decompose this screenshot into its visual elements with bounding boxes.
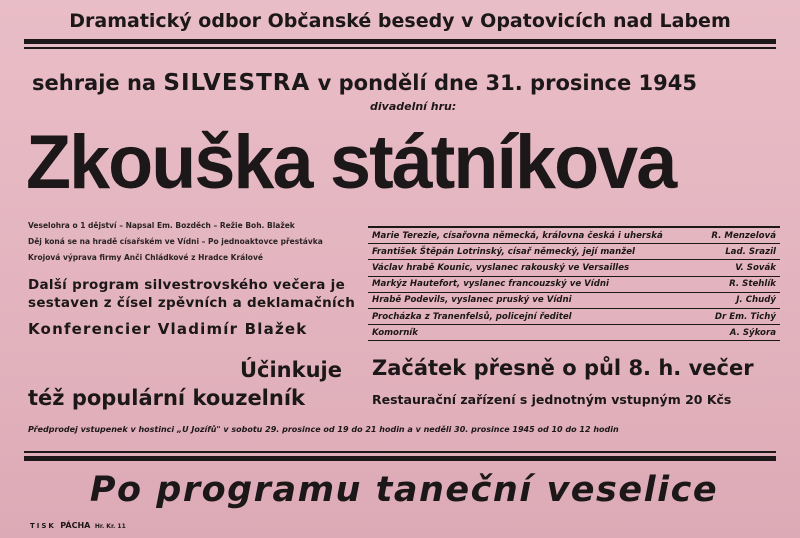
dance-announcement: Po programu taneční veselice <box>89 470 719 510</box>
cast-actor: A. Sýkora <box>729 327 776 338</box>
cast-list <box>368 226 780 341</box>
subheader-lead: sehraje na <box>32 71 157 95</box>
cast-actor: J. Chudý <box>736 295 776 306</box>
cast-actor: R. Menzelová <box>711 230 776 241</box>
top-rule-thick <box>24 39 776 44</box>
cast-actor: Lad. Srazil <box>725 246 776 257</box>
performance-date-line <box>32 70 697 96</box>
printer-name: PÁCHA <box>60 521 91 530</box>
cast-actor: R. Stehlík <box>729 279 776 290</box>
play-kind-label: divadelní hru: <box>370 100 457 113</box>
printer-place: Hr. Kr. 11 <box>94 523 126 530</box>
printer-label: TISK <box>30 522 56 530</box>
cast-role: Komorník <box>372 327 418 338</box>
cast-actor: Dr Em. Tichý <box>714 311 776 322</box>
cast-role: Procházka z Tranenfelsů, policejní ředitel <box>372 311 572 322</box>
cast-row <box>368 244 780 260</box>
bottom-rule-thin <box>24 451 776 453</box>
cast-row <box>368 260 780 276</box>
conferencier: Konferencier Vladimír Blažek <box>28 320 308 338</box>
note-costumes: Krojová výprava firmy Anči Chládkové z Hradce Králové <box>28 253 263 262</box>
bottom-rule-thick <box>24 456 776 461</box>
cast-role: Markýz Hautefort, vyslanec francouzský ve Vídni <box>372 279 609 290</box>
performs-label: Účinkuje <box>239 358 342 382</box>
ticket-presale: Předprodej vstupenek v hostinci „U Jozífů" v sobotu 29. prosince od 19 do 21 hodin a v neděli 30. prosince 1945 od 10 do 12 hodin <box>28 425 619 434</box>
subheader-event: SILVESTRA <box>163 70 311 96</box>
cast-actor: V. Sovák <box>735 262 776 273</box>
program-line-2: sestaven z čísel zpěvních a deklamačních <box>28 295 356 311</box>
cast-role: Marie Terezie, císařovna německá, královna česká i uherská <box>372 230 663 241</box>
cast-row <box>368 309 780 325</box>
top-rule-thin <box>24 47 776 49</box>
play-title: Zkouška státníkova <box>26 120 676 205</box>
start-time: Začátek přesně o půl 8. h. večer <box>372 356 754 380</box>
note-setting: Děj koná se na hradě císařském ve Vídni – Po jednoaktovce přestávka <box>28 237 323 246</box>
cast-row <box>368 228 780 244</box>
organizer-header: Dramatický odbor Občanské besedy v Opatovicích nad Labem <box>69 10 731 32</box>
program-line-1: Další program silvestrovského večera je <box>28 277 346 293</box>
cast-role: Hrabě Podevils, vyslanec pruský ve Vídni <box>372 295 572 306</box>
subheader-date: v pondělí dne 31. prosince 1945 <box>317 71 697 95</box>
printer-imprint <box>30 521 126 530</box>
cast-role: František Štěpán Lotrinský, císař německý, její manžel <box>372 246 636 257</box>
restaurant-admission: Restaurační zařízení s jednotným vstupným 20 Kčs <box>372 392 732 407</box>
magician-line: též populární kouzelník <box>28 386 305 410</box>
note-authors: Veselohra o 1 dějství – Napsal Em. Bozděch – Režie Boh. Blažek <box>28 221 295 230</box>
cast-row <box>368 277 780 293</box>
cast-row <box>368 325 780 341</box>
cast-row <box>368 293 780 309</box>
cast-role: Václav hrabě Kounic, vyslanec rakouský ve Versailles <box>372 262 630 273</box>
